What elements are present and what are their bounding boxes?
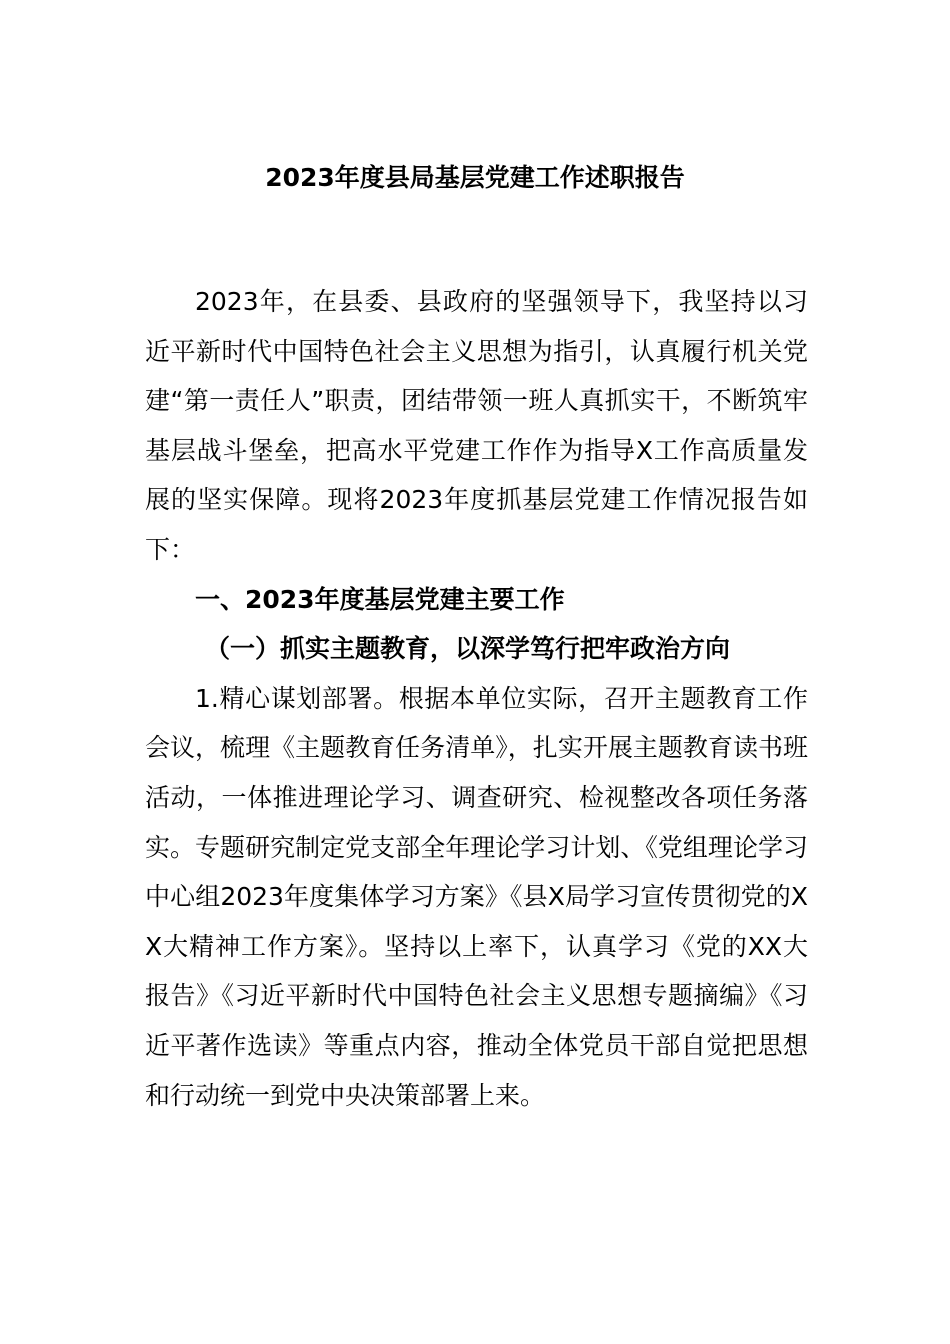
body-paragraph: 1.精心谋划部署。根据本单位实际，召开主题教育工作会议，梳理《主题教育任务清单》，扎实开展主题教育读书班活动，一体推进理论学习、调查研究、检视整改各项任务落实。专题研究制定党支部全年理论学习计划、《党组理论学习中心组2023年度集体学习方案》《县X局学习宣传贯彻党的XX大精神工作方案》。坚持以上率下，认真学习《党的XX大报告》《习近平新时代中国特色社会主义思想专题摘编》《习近平著作选读》等重点内容，推动全体党员干部自觉把思想和行动统一到党中央决策部署上来。: [145, 683, 808, 1110]
subsection-heading: （一）抓实主题教育，以深学笃行把牢政治方向: [205, 634, 731, 664]
document-title: 2023年度县局基层党建工作述职报告: [265, 163, 685, 192]
document-body: [145, 277, 808, 1120]
section-heading: 一、2023年度基层党建主要工作: [195, 584, 565, 614]
intro-paragraph: 2023年，在县委、县政府的坚强领导下，我坚持以习近平新时代中国特色社会主义思想为指引，认真履行机关党建“第一责任人”职责，团结带领一班人真抓实干，不断筑牢基层战斗堡垒，把高水平党建工作作为指导X工作高质量发展的坚实保障。现将2023年度抓基层党建工作情况报告如下：: [145, 287, 808, 564]
